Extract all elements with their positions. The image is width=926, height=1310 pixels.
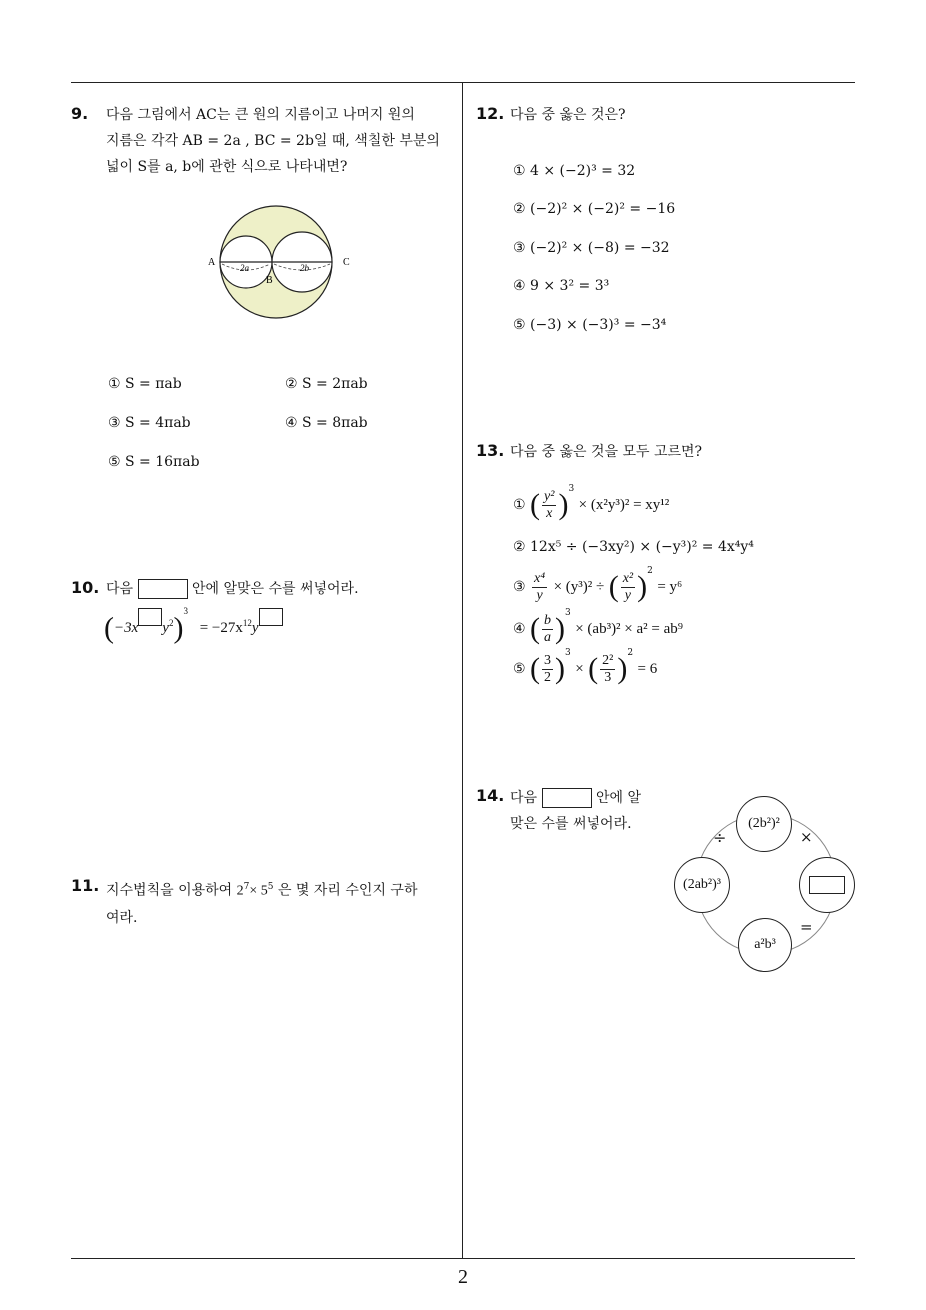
q10-outer-sup: 3: [183, 606, 188, 616]
column-divider: [462, 83, 463, 1258]
q11-stem: [106, 874, 461, 931]
page-number: 2: [458, 1266, 468, 1288]
q10-paren-close: ): [173, 611, 184, 645]
q13-c3-rest: = y⁶: [657, 579, 683, 595]
q9-line3: 넓이 S를 a, b에 관한 식으로 나타내면?: [106, 159, 348, 175]
q13-c5-sup2: 2: [627, 648, 634, 658]
q13-choice-5[interactable]: [513, 648, 657, 686]
q11-line1-pre: 지수법칙을 이용하여: [106, 882, 233, 899]
q13-c1-den: x: [546, 505, 553, 521]
q12-choice-1[interactable]: ① 4 × (−2)³ = 32: [513, 163, 636, 179]
q10-eq-b: y: [162, 620, 169, 636]
q14-stem: [510, 785, 641, 837]
q13-c5-paren-close: ): [555, 652, 566, 685]
q14-node-bottom: a²b³: [738, 918, 792, 972]
q12-stem: 다음 중 옳은 것은?: [510, 107, 626, 123]
q11-line2: 여라.: [106, 909, 138, 926]
q13-c5-den: 2: [544, 669, 552, 685]
q13-c3-paren-open: (: [608, 570, 619, 603]
q12-choice-3[interactable]: ③ (−2)² × (−8) = −32: [513, 240, 670, 256]
q13-c1-sup: 3: [568, 484, 575, 494]
q13-c3-paren-close: ): [637, 570, 648, 603]
q13-c4-num: b: [544, 612, 552, 628]
q9-label-A: A: [208, 257, 216, 268]
q13-c4-rest: × (ab³)² × a² = ab⁹: [575, 621, 684, 637]
q13-c5-sup: 3: [565, 648, 571, 658]
q13-number: 13.: [476, 441, 505, 460]
q13-c4-paren-open: (: [530, 612, 541, 645]
q13-c3-den2: y: [624, 587, 632, 603]
q13-c5-den2: 3: [604, 669, 612, 685]
q11-base: 2: [236, 883, 244, 899]
q10-paren-open: (: [104, 611, 114, 645]
q13-c1-rest: × (x²y³)² = xy¹²: [578, 497, 670, 513]
q13-c3-sup: 2: [647, 566, 653, 576]
q10-equation: [104, 606, 283, 646]
q13-c1-paren-open: (: [530, 488, 541, 521]
q11-number: 11.: [71, 876, 100, 895]
q10-post: 안에 알맞은 수를 써넣어라.: [191, 581, 359, 597]
q11-exp7: 7: [243, 882, 250, 892]
q9-choice-2[interactable]: ② S = 2πab: [285, 376, 368, 392]
q9-choice-5[interactable]: ⑤ S = 16πab: [108, 454, 200, 470]
q9-choice-1[interactable]: ① S = πab: [108, 376, 182, 392]
q10-stem: [106, 576, 359, 602]
q13-c1-mark: ①: [513, 497, 526, 513]
q13-stem: 다음 중 옳은 것을 모두 고르면?: [510, 444, 703, 460]
q13-c1-frac: [542, 489, 556, 522]
q13-c3-mid: × (y³)² ÷: [553, 579, 605, 595]
q13-c3-num: x⁴: [534, 570, 546, 586]
q14-answer-blank[interactable]: [809, 876, 845, 894]
q9-circle-figure: [200, 196, 360, 326]
top-rule: [71, 82, 855, 83]
q9-choice-4[interactable]: ④ S = 8πab: [285, 415, 368, 431]
q10-blank-1[interactable]: [138, 608, 162, 626]
q14-pre: 다음: [510, 790, 538, 806]
q9-stem: [106, 102, 461, 180]
q12-number: 12.: [476, 104, 505, 123]
q9-number: 9.: [71, 104, 89, 123]
q13-c5-mark: ⑤: [513, 661, 526, 677]
q9-line1: 다음 그림에서 AC는 큰 원의 지름이고 나머지 원의: [106, 107, 415, 123]
q13-c3-frac2: [621, 571, 635, 604]
q13-c5-rest: = 6: [637, 661, 658, 677]
q13-c1-paren-close: ): [558, 488, 569, 521]
q13-choice-1[interactable]: [513, 484, 669, 522]
q13-c5-paren2-close: ): [617, 652, 628, 685]
q10-eq-a: −3x: [114, 620, 139, 636]
q10-rhs-sup: 12: [242, 618, 252, 628]
q10-blank-2[interactable]: [259, 608, 283, 626]
q14-node-right: [799, 857, 855, 913]
q14-op-times: ×: [800, 828, 813, 846]
q13-choice-2[interactable]: ② 12x⁵ ÷ (−3xy²) × (−y³)² = 4x⁴y⁴: [513, 539, 754, 555]
q9-label-C: C: [343, 257, 350, 268]
q13-choice-4[interactable]: [513, 608, 683, 646]
q14-blank-sample: [542, 788, 592, 808]
q14-node-top: (2b²)²: [736, 796, 792, 852]
q13-c4-den: a: [544, 629, 552, 645]
q13-c5-paren2-open: (: [588, 652, 599, 685]
q13-c4-sup: 3: [565, 608, 571, 618]
q13-c4-mark: ④: [513, 621, 526, 637]
q10-number: 10.: [71, 578, 100, 597]
q10-rhs: = −27x: [199, 620, 243, 636]
q13-c3-den: y: [536, 587, 543, 603]
q13-c5-paren-open: (: [530, 652, 541, 685]
q9-line2: 지름은 각각 AB = 2a , BC = 2b일 때, 색칠한 부분의: [106, 133, 440, 149]
bottom-rule: [71, 1258, 855, 1259]
q14-post: 안에 알: [595, 790, 641, 806]
q14-node-left: (2ab²)³: [674, 857, 730, 913]
q12-choice-4[interactable]: ④ 9 × 3² = 3³: [513, 278, 610, 294]
q13-c3-num2: x²: [622, 570, 634, 586]
q13-c5-frac2: [600, 653, 615, 686]
q13-c3-mark: ③: [513, 579, 526, 595]
q13-c4-paren-close: ): [555, 612, 566, 645]
q11-times: × 5: [249, 883, 268, 899]
q9-label-B: B: [266, 275, 273, 286]
q14-op-divide: ÷: [713, 828, 727, 847]
q13-c5-mid: ×: [575, 661, 584, 677]
q14-op-equals: =: [800, 918, 813, 936]
q11-line1-post: 은 몇 자리 수인지 구하: [277, 882, 418, 899]
q13-c5-num: 3: [544, 652, 552, 668]
q13-c3-frac: [532, 571, 547, 604]
q13-c5-num2: 2²: [602, 652, 614, 668]
q10-rhs-y: y: [251, 620, 259, 636]
q13-choice-3[interactable]: [513, 566, 682, 604]
q10-pre: 다음: [106, 581, 134, 597]
q9-choice-3[interactable]: ③ S = 4πab: [108, 415, 191, 431]
q12-choice-5[interactable]: ⑤ (−3) × (−3)³ = −3⁴: [513, 317, 667, 333]
q13-c1-num: y²: [544, 488, 555, 504]
q9-label-2a: 2a: [240, 263, 249, 273]
q14-number: 14.: [476, 786, 505, 805]
q9-label-2b: 2b: [300, 263, 309, 273]
q14-line2: 맞은 수를 써넣어라.: [510, 816, 632, 832]
q10-eq-b-sup: 2: [168, 618, 174, 628]
q10-blank-sample: [138, 579, 188, 599]
q13-c4-frac: [542, 613, 553, 646]
q12-choice-2[interactable]: ② (−2)² × (−2)² = −16: [513, 201, 676, 217]
q13-c5-frac: [542, 653, 553, 686]
q11-exp5: 5: [267, 882, 274, 892]
